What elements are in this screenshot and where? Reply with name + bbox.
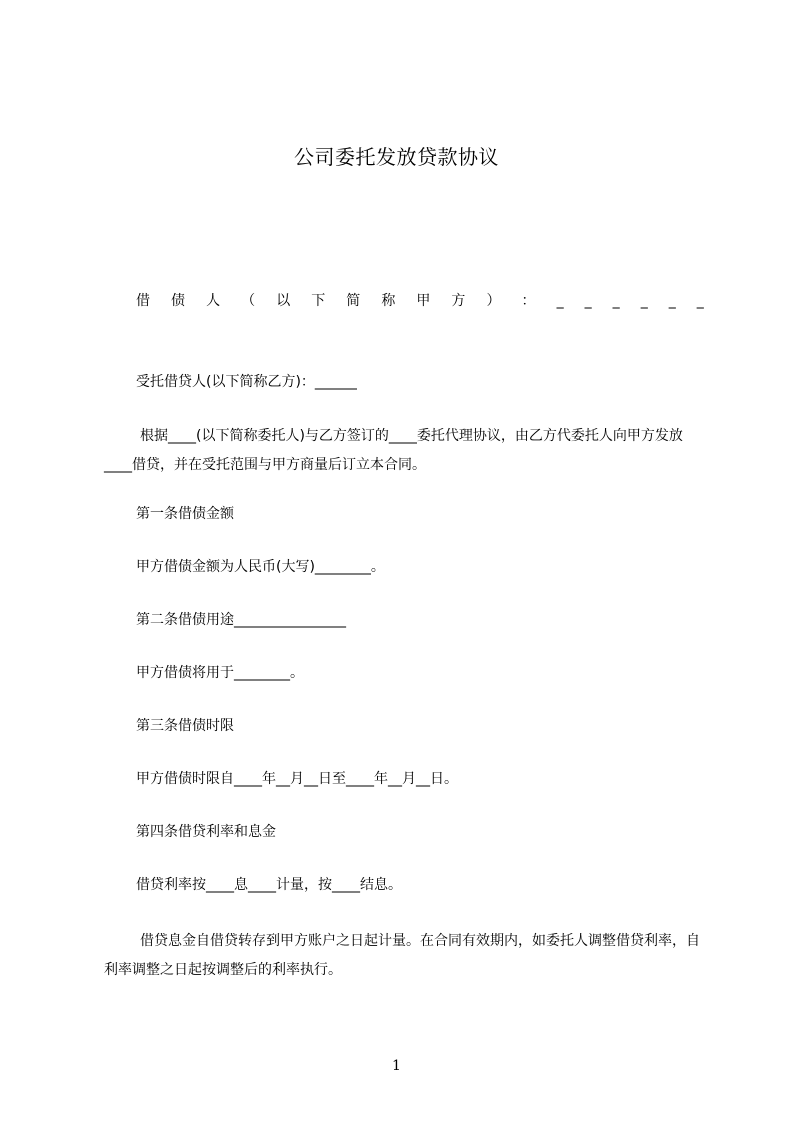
borrower-line-char: 借 — [136, 293, 150, 309]
article-1-title: 第一条借债金额 — [136, 506, 234, 522]
borrower-line-char: _ — [668, 293, 676, 309]
borrower-line-char: _ — [584, 293, 592, 309]
borrower-line-char: 简 — [346, 293, 361, 309]
borrower-line-char: ： — [521, 293, 536, 309]
borrower-line-char: _ — [556, 293, 564, 309]
borrower-line-char: 债 — [171, 293, 186, 309]
borrower-line-char: 人 — [206, 293, 221, 309]
article-1-body: 甲方借债金额为人民币(大写)________。 — [136, 559, 385, 575]
borrower-line-char: 甲 — [416, 293, 431, 309]
borrower-line-char: 以 — [276, 293, 291, 309]
article-4-body: 借贷利率按____息____计量，按____结息。 — [136, 877, 402, 893]
article-4-title: 第四条借贷利率和息金 — [136, 824, 276, 840]
lender-line: 受托借贷人(以下简称乙方)：______ — [136, 374, 357, 390]
article-2-body: 甲方借债将用于________。 — [136, 665, 304, 681]
borrower-line-char: 称 — [381, 293, 396, 309]
article-3-body: 甲方借债时限自____年__月__日至____年__月__日。 — [136, 771, 458, 787]
page-number: 1 — [392, 1058, 401, 1074]
borrower-line-char: _ — [696, 293, 704, 309]
interest-paragraph: 借贷息金自借贷转存到甲方账户之日起计量。在合同有效期内，如委托人调整借贷利率，自利率调整之日起按调整后的利率执行。 — [104, 933, 700, 978]
document-title: 公司委托发放贷款协议 — [294, 145, 499, 169]
borrower-line-char: （ — [241, 293, 256, 309]
article-2-title: 第二条借债用途________________ — [136, 612, 346, 628]
article-3-title: 第三条借债时限 — [136, 718, 234, 734]
borrower-line-char: 下 — [311, 293, 326, 309]
borrower-line-char: _ — [640, 293, 648, 309]
borrower-line-char: ） — [486, 293, 501, 309]
intro-paragraph: 根据____(以下简称委托人)与乙方签订的____委托代理协议，由乙方代委托人向甲方发放____借贷，并在受托范围与甲方商量后订立本合同。 — [104, 428, 683, 473]
borrower-line-char: _ — [612, 293, 620, 309]
borrower-line-char: 方 — [451, 293, 466, 309]
borrower-line — [136, 290, 704, 312]
